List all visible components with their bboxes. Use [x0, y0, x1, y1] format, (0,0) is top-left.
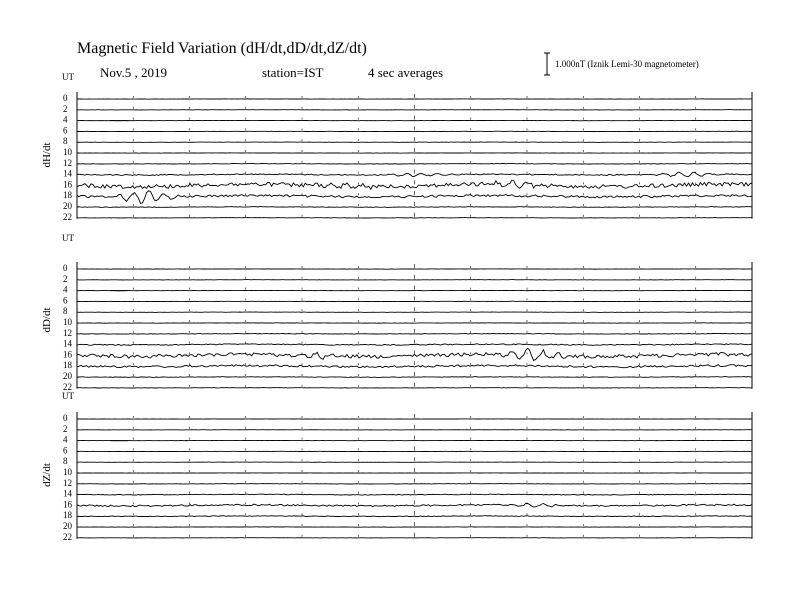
row-label: 0: [63, 93, 68, 103]
trace-dD/dt-20: [77, 377, 752, 378]
row-label: 16: [63, 499, 72, 510]
averaging-label: 4 sec averages: [368, 65, 444, 80]
scale-bar-label: 1.000nT (Iznik Lemi-30 magnetometer): [555, 59, 699, 69]
chart-title: Magnetic Field Variation (dH/dt,dD/dt,dZ/dt): [77, 40, 367, 57]
row-label: 6: [63, 295, 68, 306]
trace-dD/dt-16: [77, 348, 752, 360]
trace-dZ/dt-18: [77, 516, 752, 517]
station-label: station=IST: [262, 65, 324, 80]
row-label: 10: [63, 147, 72, 157]
row-label: 2: [63, 423, 68, 434]
row-label: 10: [63, 467, 72, 477]
row-label: 12: [63, 477, 72, 488]
row-label: 12: [63, 157, 72, 168]
row-label: 16: [63, 179, 72, 190]
row-label: 18: [63, 510, 72, 521]
row-label: 0: [63, 263, 68, 273]
panel-label-1: dD/dt: [41, 307, 53, 333]
row-label: 14: [63, 488, 72, 499]
trace-dD/dt-12: [77, 334, 752, 335]
panel-label-2: dZ/dt: [41, 463, 53, 487]
ut-label-0: UT: [62, 72, 74, 82]
row-label: 6: [63, 125, 68, 136]
ut-label-2: UT: [62, 391, 74, 401]
row-label: 2: [63, 273, 68, 284]
row-label: 22: [63, 531, 72, 542]
row-label: 4: [63, 114, 68, 125]
trace-dH/dt-12: [77, 164, 752, 165]
row-label: 4: [63, 434, 68, 445]
trace-dD/dt-14: [77, 344, 752, 346]
row-label: 18: [63, 360, 72, 371]
row-label: 10: [63, 317, 72, 327]
row-label: 8: [63, 136, 68, 147]
row-label: 4: [63, 284, 68, 295]
row-label: 12: [63, 327, 72, 338]
row-label: 0: [63, 413, 68, 423]
date-label: Nov.5 , 2019: [100, 65, 168, 80]
row-label: 16: [63, 349, 72, 360]
row-label: 2: [63, 103, 68, 114]
row-label: 22: [63, 211, 72, 222]
row-label: 14: [63, 168, 72, 179]
ut-label-1: UT: [62, 233, 74, 243]
row-label: 20: [63, 371, 72, 381]
row-label: 18: [63, 190, 72, 201]
panel-label-0: dH/dt: [41, 142, 53, 168]
row-label: 20: [63, 521, 72, 531]
row-label: 14: [63, 338, 72, 349]
row-label: 22: [63, 381, 72, 392]
row-label: 8: [63, 306, 68, 317]
trace-dZ/dt-14: [77, 494, 752, 495]
trace-dH/dt-20: [77, 207, 752, 208]
row-label: 6: [63, 445, 68, 456]
row-label: 8: [63, 456, 68, 467]
row-label: 20: [63, 201, 72, 211]
